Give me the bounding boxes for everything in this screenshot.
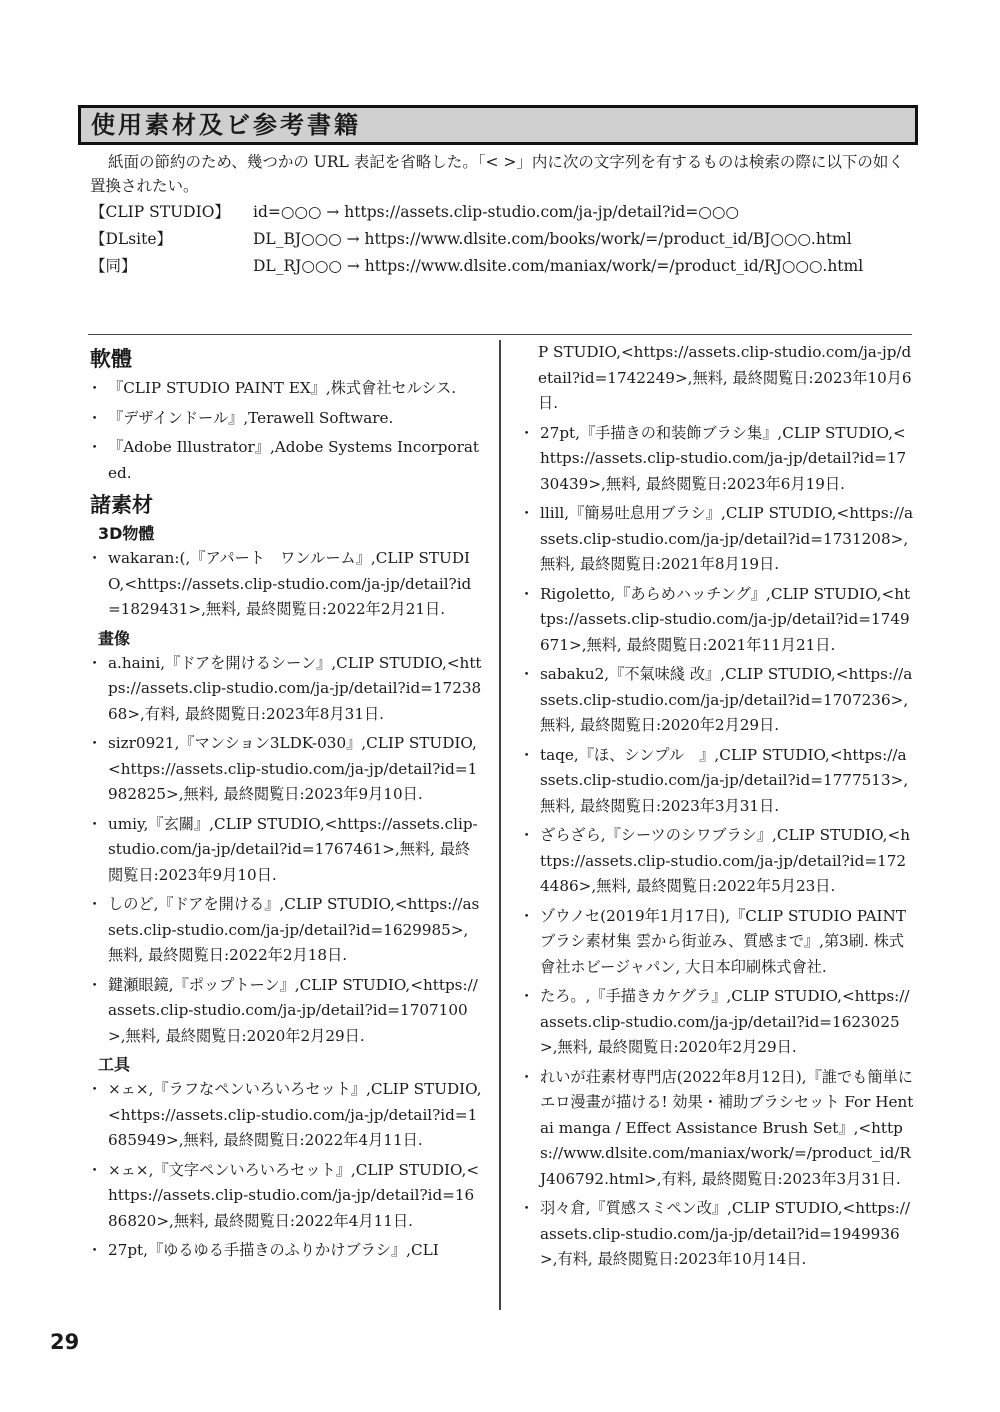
subsection-heading: 工具 [98, 1055, 131, 1074]
materials-heading: 諸素材 [90, 493, 153, 517]
section-title: 使用素材及ビ参考書籍 [78, 105, 918, 145]
list-item: ・ 『デザインドール』,Terawell Software. [90, 406, 482, 432]
list-item: ・ ×ェ×,『ラフなペンいろいろセット』,CLIP STUDIO,<https://assets.clip-studio.com/ja-jp/detail?id=1685949>,無料, 最終閲覧日:2022年4月11日. [90, 1077, 482, 1154]
left-column [90, 342, 482, 1268]
list-item: ・ ゾウノセ(2019年1月17日),『CLIP STUDIO PAINTブラシ素材集 雲から街並み、質感まで』,第3刷. 株式會社ホビージャパン, 大日本印刷株式會社. [522, 904, 914, 981]
list-item: ・ sabaku2,『不氣味綫 改』,CLIP STUDIO,<https://assets.clip-studio.com/ja-jp/detail?id=1707236>,無料, 最終閲覧日:2020年2月29日. [522, 662, 914, 739]
list-item: ・ Rigoletto,『あらめハッチング』,CLIP STUDIO,<https://assets.clip-studio.com/ja-jp/detail?id=1749671>,無料, 最終閲覧日:2021年11月21日. [522, 582, 914, 659]
list-item: ・ しのど,『ドアを開ける』,CLIP STUDIO,<https://assets.clip-studio.com/ja-jp/detail?id=1629985>,無料, 最終閲覧日:2022年2月18日. [90, 892, 482, 969]
list-item: ・ taqe,『ほ、シンプル 』,CLIP STUDIO,<https://assets.clip-studio.com/ja-jp/detail?id=1777513>,無料, 最終閲覧日:2023年3月31日. [522, 743, 914, 820]
list-item: ・ れいが荘素材専門店(2022年8月12日),『誰でも簡単にエロ漫畫が描ける! 効果・補助ブラシセット For Hentai manga / Effect Assistance Brush Set』,<https://www.dlsite.com/maniax/work/=/product_id/RJ406792.html>,有料, 最終閲覧日:2023年3月31日. [522, 1065, 914, 1193]
replacement-label: 【DLsite】 [90, 229, 173, 248]
list-item: ・ a.haini,『ドアを開けるシーン』,CLIP STUDIO,<https://assets.clip-studio.com/ja-jp/detail?id=1723868>,有料, 最終閲覧日:2023年8月31日. [90, 651, 482, 728]
replacement-row [90, 252, 910, 279]
right-column [522, 340, 914, 1277]
list-item: ・ wakaran:(,『アパート ワンルーム』,CLIP STUDIO,<https://assets.clip-studio.com/ja-jp/detail?id=1829431>,無料, 最終閲覧日:2022年2月21日. [90, 546, 482, 623]
page-number: 29 [50, 1330, 80, 1354]
list-item: ・ 羽々倉,『質感スミペン改』,CLIP STUDIO,<https://assets.clip-studio.com/ja-jp/detail?id=1949936>,有料, 最終閲覧日:2023年10月14日. [522, 1196, 914, 1273]
software-heading: 軟體 [90, 347, 132, 371]
list-item: ・ 鍵瀬眼鏡,『ポップトーン』,CLIP STUDIO,<https://assets.clip-studio.com/ja-jp/detail?id=1707100>,無料, 最終閲覧日:2020年2月29日. [90, 973, 482, 1050]
subsection-heading: 3D物體 [98, 524, 155, 543]
replacement-row [90, 198, 910, 225]
replacement-value: DL_BJ○○○ → https://www.dlsite.com/books/work/=/product_id/BJ○○○.html [253, 229, 852, 248]
subsection-heading: 畫像 [98, 628, 131, 648]
list-item: ・ 27pt,『ゆるゆる手描きのふりかけブラシ』,CLI [90, 1238, 482, 1264]
list-item: ・ llill,『簡易吐息用ブラシ』,CLIP STUDIO,<https://assets.clip-studio.com/ja-jp/detail?id=1731208>,無料, 最終閲覧日:2021年8月19日. [522, 501, 914, 578]
list-item: ・ ざらざら,『シーツのシワブラシ』,CLIP STUDIO,<https://assets.clip-studio.com/ja-jp/detail?id=1724486>,無料, 最終閲覧日:2022年5月23日. [522, 823, 914, 900]
replacement-label: 【CLIP STUDIO】 [90, 202, 230, 221]
list-item: ・ sizr0921,『マンション3LDK-030』,CLIP STUDIO,<https://assets.clip-studio.com/ja-jp/detail?id=1982825>,無料, 最終閲覧日:2023年9月10日. [90, 731, 482, 808]
list-item: ・ ×ェ×,『文字ペンいろいろセット』,CLIP STUDIO,<https://assets.clip-studio.com/ja-jp/detail?id=1686820>,無料, 最終閲覧日:2022年4月11日. [90, 1158, 482, 1235]
list-item: ・ 『Adobe Illustrator』,Adobe Systems Incorporated. [90, 435, 482, 486]
software-list [90, 376, 482, 486]
replacement-value: id=○○○ → https://assets.clip-studio.com/ja-jp/detail?id=○○○ [253, 202, 739, 221]
horizontal-divider [88, 334, 912, 335]
replacement-value: DL_RJ○○○ → https://www.dlsite.com/maniax/work/=/product_id/RJ○○○.html [253, 256, 864, 275]
list-item: ・ 27pt,『手描きの和装飾ブラシ集』,CLIP STUDIO,<https://assets.clip-studio.com/ja-jp/detail?id=1730439>,無料, 最終閲覧日:2023年6月19日. [522, 421, 914, 498]
replacement-row [90, 225, 910, 252]
materials-list [90, 1077, 482, 1264]
list-item: ・ 『CLIP STUDIO PAINT EX』,株式會社セルシス. [90, 376, 482, 402]
materials-list [90, 546, 482, 623]
list-item: ・ たろ。,『手描きカケグラ』,CLIP STUDIO,<https://assets.clip-studio.com/ja-jp/detail?id=1623025>,無料, 最終閲覧日:2020年2月29日. [522, 984, 914, 1061]
list-item: ・ umiy,『玄關』,CLIP STUDIO,<https://assets.clip-studio.com/ja-jp/detail?id=1767461>,無料, 最終閲覧日:2023年9月10日. [90, 812, 482, 889]
intro-block [90, 150, 910, 279]
materials-list [90, 651, 482, 1050]
materials-list [522, 421, 914, 1273]
column-divider [499, 340, 501, 1310]
replacement-label: 【同】 [90, 256, 137, 275]
intro-text: 紙面の節約のため、幾つかの URL 表記を省略した。「< >」内に次の文字列を有するものは検索の際に以下の如く置換されたい。 [90, 153, 904, 195]
list-item-continuation: P STUDIO,<https://assets.clip-studio.com/ja-jp/detail?id=1742249>,無料, 最終閲覧日:2023年10月6日. [538, 343, 912, 412]
